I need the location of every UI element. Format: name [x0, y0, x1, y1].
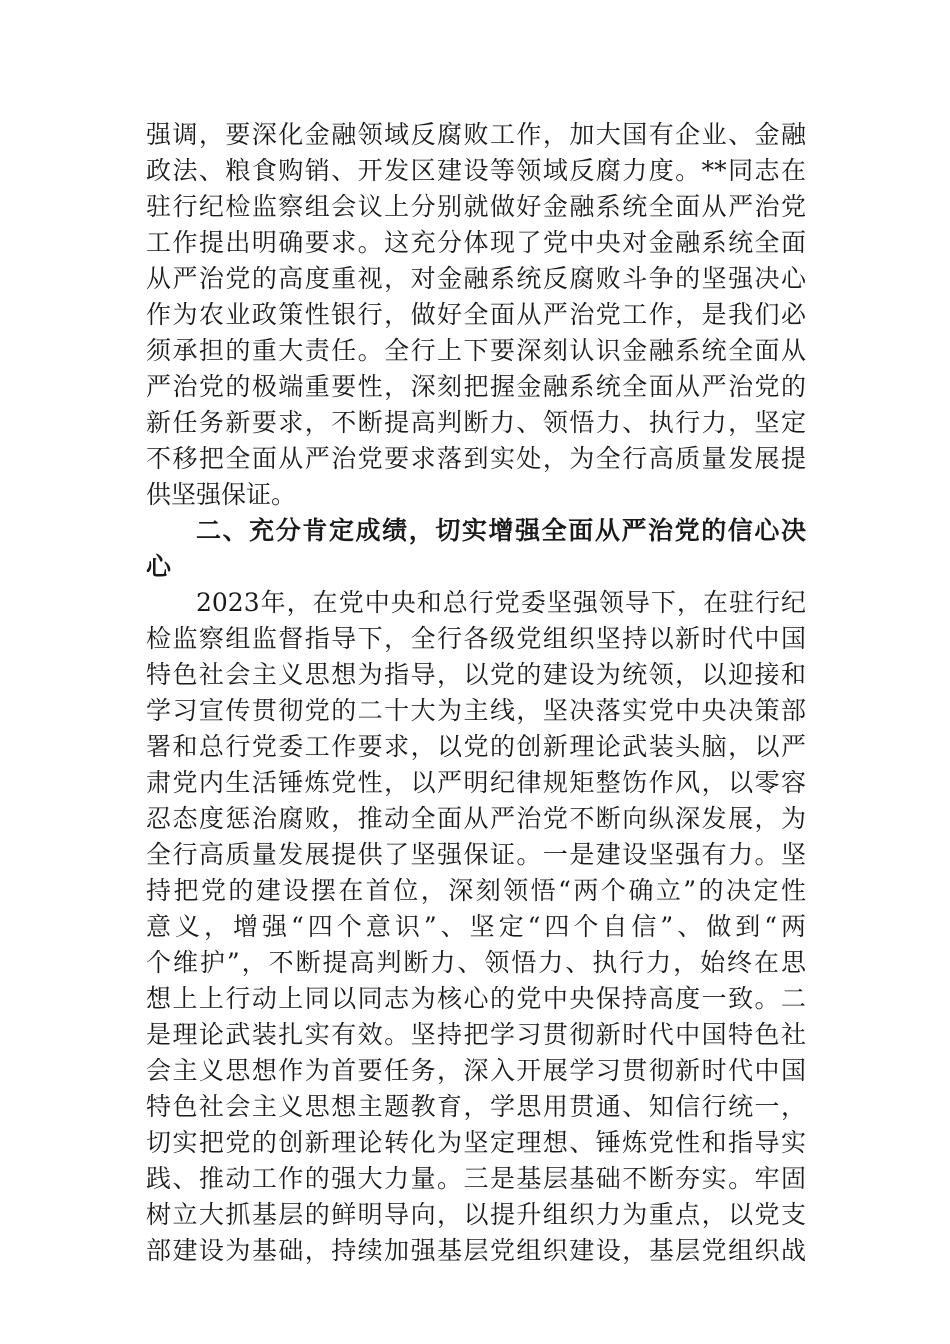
- paragraph-line: 强调，要深化金融领域反腐败工作，加大国有企业、金融: [146, 120, 806, 149]
- paragraph-line: 是理论武装扎实有效。坚持把学习贯彻新时代中国特色社: [146, 1020, 806, 1049]
- paragraph-line: 树立大抓基层的鲜明导向，以提升组织力为重点，以党支: [146, 1200, 806, 1229]
- paragraph-line: 持把党的建设摆在首位，深刻领悟“两个确立”的决定性: [146, 876, 806, 905]
- paragraph-line: 个维护”，不断提高判断力、领悟力、执行力，始终在思: [146, 948, 806, 977]
- paragraph-line: 部建设为基础，持续加强基层党组织建设，基层党组织战: [146, 1236, 806, 1265]
- paragraph-line: 想上上行动上同以同志为核心的党中央保持高度一致。二: [146, 984, 806, 1013]
- paragraph-line: 不移把全面从严治党要求落到实处，为全行高质量发展提: [146, 444, 806, 473]
- paragraph-line: 会主义思想作为首要任务，深入开展学习贯彻新时代中国: [146, 1056, 806, 1085]
- paragraph-line: 肃党内生活锤炼党性，以严明纪律规矩整饬作风，以零容: [146, 768, 806, 797]
- paragraph-line: 2023年，在党中央和总行党委坚强领导下，在驻行纪: [196, 588, 806, 617]
- paragraph-line: 特色社会主义思想为指导，以党的建设为统领，以迎接和: [146, 660, 806, 689]
- paragraph-line: 政法、粮食购销、开发区建设等领域反腐力度。**同志在: [146, 156, 806, 185]
- paragraph-line: 全行高质量发展提供了坚强保证。一是建设坚强有力。坚: [146, 840, 806, 869]
- paragraph-line: 切实把党的创新理论转化为坚定理想、锤炼党性和指导实: [146, 1128, 806, 1157]
- paragraph-line: 工作提出明确要求。这充分体现了党中央对金融系统全面: [146, 228, 806, 257]
- section-heading: 二、充分肯定成绩，切实增强全面从严治党的信心决: [196, 516, 806, 545]
- paragraph-line: 践、推动工作的强大力量。三是基层基础不断夯实。牢固: [146, 1164, 806, 1193]
- paragraph-line: 新任务新要求，不断提高判断力、领悟力、执行力，坚定: [146, 408, 806, 437]
- section-heading: 心: [146, 552, 172, 581]
- paragraph-line: 忍态度惩治腐败，推动全面从严治党不断向纵深发展，为: [146, 804, 806, 833]
- paragraph-line: 检监察组监督指导下，全行各级党组织坚持以新时代中国: [146, 624, 806, 653]
- paragraph-line: 学习宣传贯彻党的二十大为主线，坚决落实党中央决策部: [146, 696, 806, 725]
- paragraph-line: 署和总行党委工作要求，以党的创新理论武装头脑，以严: [146, 732, 806, 761]
- paragraph-line: 作为农业政策性银行，做好全面从严治党工作，是我们必: [146, 300, 806, 329]
- paragraph-line: 严治党的极端重要性，深刻把握金融系统全面从严治党的: [146, 372, 806, 401]
- paragraph-line: 须承担的重大责任。全行上下要深刻认识金融系统全面从: [146, 336, 806, 365]
- paragraph-line: 意义，增强“四个意识”、坚定“四个自信”、做到“两: [146, 912, 806, 941]
- paragraph-line: 供坚强保证。: [146, 480, 297, 509]
- paragraph-line: 特色社会主义思想主题教育，学思用贯通、知信行统一，: [146, 1092, 806, 1121]
- paragraph-line: 驻行纪检监察组会议上分别就做好金融系统全面从严治党: [146, 192, 806, 221]
- paragraph-line: 从严治党的高度重视，对金融系统反腐败斗争的坚强决心: [146, 264, 806, 293]
